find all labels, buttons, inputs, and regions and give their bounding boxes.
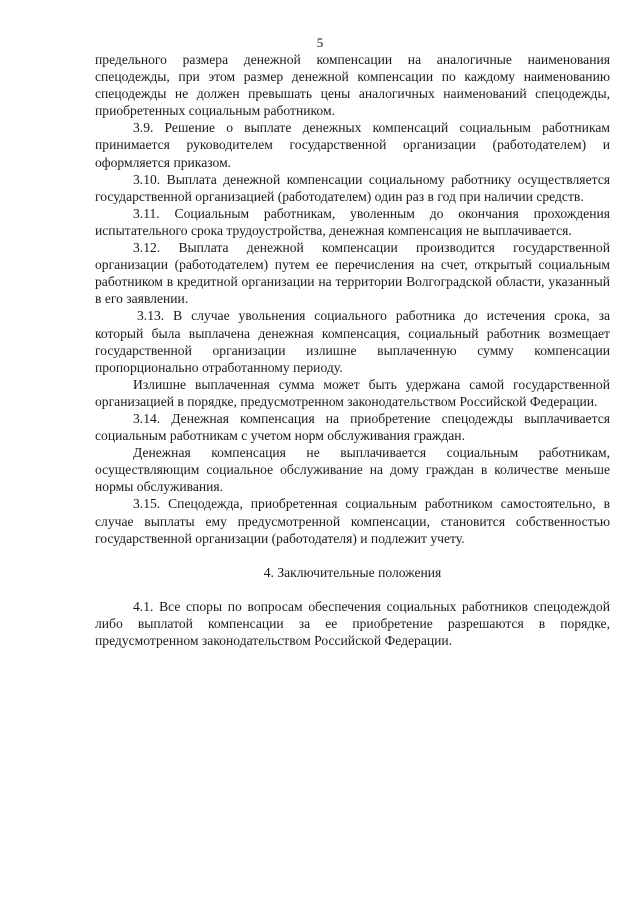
paragraph-3-10: 3.10. Выплата денежной компенсации социальному работнику осуществляется государственной организацией (работодателем) один раз в год при наличии средств. [95, 171, 610, 204]
paragraph-3-11: 3.11. Социальным работникам, уволенным до окончания прохождения испытательного срока трудоустройства, денежная компенсация не выплачивается. [95, 205, 610, 238]
page-number: 5 [316, 35, 324, 50]
paragraph-3-12: 3.12. Выплата денежной компенсации производится государственной организации (работодателем) путем ее перечисления на счет, открытый социальным работником в кредитной организации на территории Волгоградской области, указанный в его заявлении. [95, 240, 610, 307]
paragraph-4-1: 4.1. Все споры по вопросам обеспечения социальных работников спецодеждой либо выплатой компенсации за ее приобретение разрешаются в порядке, предусмотренном законодательством Российской Федерации. [95, 598, 610, 648]
paragraph-3-15: 3.15. Спецодежда, приобретенная социальным работником самостоятельно, в случае выплаты ему предусмотренной компенсации, становится собственностью государственной организации (работодателя) и подлежит учету. [95, 496, 610, 546]
section-heading-final-provisions: 4. Заключительные положения [263, 564, 442, 580]
paragraph-continuation: предельного размера денежной компенсации на аналогичные наименования спецодежды, при этом размер денежной компенсации по каждому наименованию спецодежды не должен превышать цены аналогичных наименований спецодежды, приобретенных социальным работником. [95, 52, 610, 119]
paragraph-3-14-exception: Денежная компенсация не выплачивается социальным работникам, осуществляющим социальное обслуживание на дому граждан в количестве меньше нормы обслуживания. [95, 445, 610, 495]
paragraph-3-14: 3.14. Денежная компенсация на приобретение спецодежды выплачивается социальным работникам с учетом норм обслуживания граждан. [95, 410, 610, 444]
paragraph-3-13-overpayment: Излишне выплаченная сумма может быть удержана самой государственной организацией в порядке, предусмотренном законодательством Российской Федерации. [95, 376, 610, 409]
paragraph-3-13: 3.13. В случае увольнения социального работника до истечения срока, за который была выплачена денежная компенсация, социальный работник возмещает государственной организации излишне выплаченную сумму компенсации пропорционально отработанному периоду. [95, 308, 610, 375]
paragraph-3-9: 3.9. Решение о выплате денежных компенсаций социальным работникам принимается руководителем государственной организации (работодателем) и оформляется приказом. [95, 120, 610, 170]
document-body [95, 51, 610, 649]
